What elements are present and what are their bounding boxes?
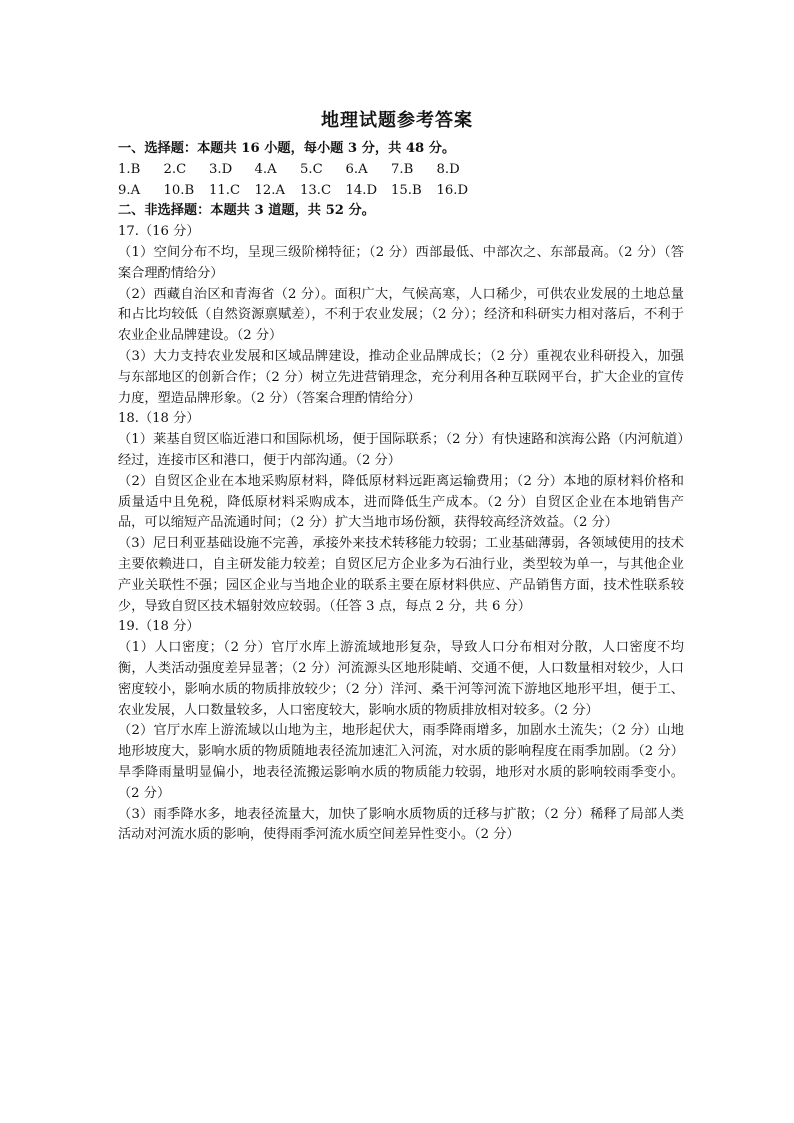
section-heading-choice: 一、选择题：本题共 16 小题，每小题 3 分，共 48 分。 bbox=[118, 141, 456, 156]
choice-answer: 14.D bbox=[345, 182, 378, 198]
choice-answer: 1.B bbox=[118, 161, 141, 177]
choice-answer: 9.A bbox=[118, 182, 141, 198]
question-18-header: 18.（18 分） bbox=[118, 411, 200, 427]
question-18-answer-2: （2）自贸区企业在本地采购原材料，降低原材料远距离运输费用；（2 分）本地的原材料价格和质量适中且免税，降低原材料采购成本，进而降低生产成本。（2 分）自贸区企业在本地销售产品，可以缩短产品流通时间；（2 分）扩大当地市场份额，获得较高经济效益。（2 分） bbox=[118, 473, 684, 531]
question-19-header: 19.（18 分） bbox=[118, 619, 200, 635]
choice-answer: 12.A bbox=[254, 182, 285, 198]
choice-answer: 11.C bbox=[209, 182, 241, 198]
question-19-answer-3: （3）雨季降水多，地表径流量大，加快了影响水质物质的迁移与扩散；（2 分）稀释了局部人类活动对河流水质的影响，使得雨季河流水质空间差异性变小。（2 分） bbox=[118, 806, 684, 843]
choice-answer: 16.D bbox=[436, 182, 469, 198]
choice-answer: 8.D bbox=[436, 161, 460, 177]
choice-answer: 5.C bbox=[300, 161, 323, 177]
choice-answer: 2.C bbox=[163, 161, 187, 177]
question-17-answer-3: （3）大力支持农业发展和区域品牌建设，推动企业品牌成长；（2 分）重视农业科研投入，加强与东部地区的创新合作；（2 分）树立先进营销理念，充分利用各种互联网平台，扩大企业的宣传力度，塑造品牌形象。（2 分）（答案合理酌情给分） bbox=[118, 348, 684, 406]
choice-answer: 10.B bbox=[163, 182, 195, 198]
question-17-header: 17.（16 分） bbox=[118, 224, 200, 240]
choice-answers-row-2 bbox=[118, 181, 684, 202]
choice-answer: 15.B bbox=[391, 182, 422, 198]
question-18-answer-3: （3）尼日利亚基础设施不完善，承接外来技术转移能力较弱；工业基础薄弱，各领域使用的技术主要依赖进口，自主研发能力较差；自贸区尼方企业多为石油行业，类型较为单一，与其他企业产业关联性不强；园区企业与当地企业的联系主要在原材料供应、产品销售方面，技术性联系较少，导致自贸区技术辐射效应较弱。（任答 3 点，每点 2 分，共 6 分） bbox=[118, 536, 684, 614]
question-19-answer-1: （1）人口密度；（2 分）官厅水库上游流域地形复杂，导致人口分布相对分散，人口密度不均衡，人类活动强度差异显著；（2 分）河流源头区地形陡峭、交通不便，人口数量相对较少，人口密度较小，影响水质的物质排放较少；（2 分）洋河、桑干河等河流下游地区地形平坦，便于工、农业发展，人口数量较多，人口密度较大，影响水质的物质排放相对较多。（2 分） bbox=[118, 640, 684, 718]
choice-answer: 13.C bbox=[300, 182, 332, 198]
choice-answer: 4.A bbox=[254, 161, 277, 177]
choice-answer: 6.A bbox=[345, 161, 368, 177]
question-17-answer-2: （2）西藏自治区和青海省（2 分）。面积广大，气候高寒，人口稀少，可供农业发展的土地总量和占比均较低（自然资源禀赋差），不利于农业发展；（2 分）；经济和科研实力相对落后，不利于农业企业品牌建设。（2 分） bbox=[118, 286, 684, 344]
page-title: 地理试题参考答案 bbox=[321, 110, 473, 131]
question-19-answer-2: （2）官厅水库上游流域以山地为主，地形起伏大，雨季降雨增多，加剧水土流失；（2 分）山地地形坡度大，影响水质的物质随地表径流加速汇入河流，对水质的影响程度在雨季加剧。（2 分）旱季降雨量明显偏小，地表径流搬运影响水质的物质能力较弱，地形对水质的影响较雨季变小。（2 分） bbox=[118, 723, 684, 801]
choice-answer: 7.B bbox=[391, 161, 414, 177]
answer-content bbox=[118, 139, 684, 846]
section-heading-nonchoice: 二、非选择题：本题共 3 道题，共 52 分。 bbox=[118, 203, 375, 219]
question-17-answer-1: （1）空间分布不均，呈现三级阶梯特征；（2 分）西部最低、中部次之、东部最高。（2 分）（答案合理酌情给分） bbox=[118, 244, 684, 281]
question-18-answer-1: （1）莱基自贸区临近港口和国际机场，便于国际联系；（2 分）有快速路和滨海公路（内河航道）经过，连接市区和港口，便于内部沟通。（2 分） bbox=[118, 432, 684, 468]
choice-answer: 3.D bbox=[209, 161, 233, 177]
choice-answers-row-1 bbox=[118, 160, 684, 181]
